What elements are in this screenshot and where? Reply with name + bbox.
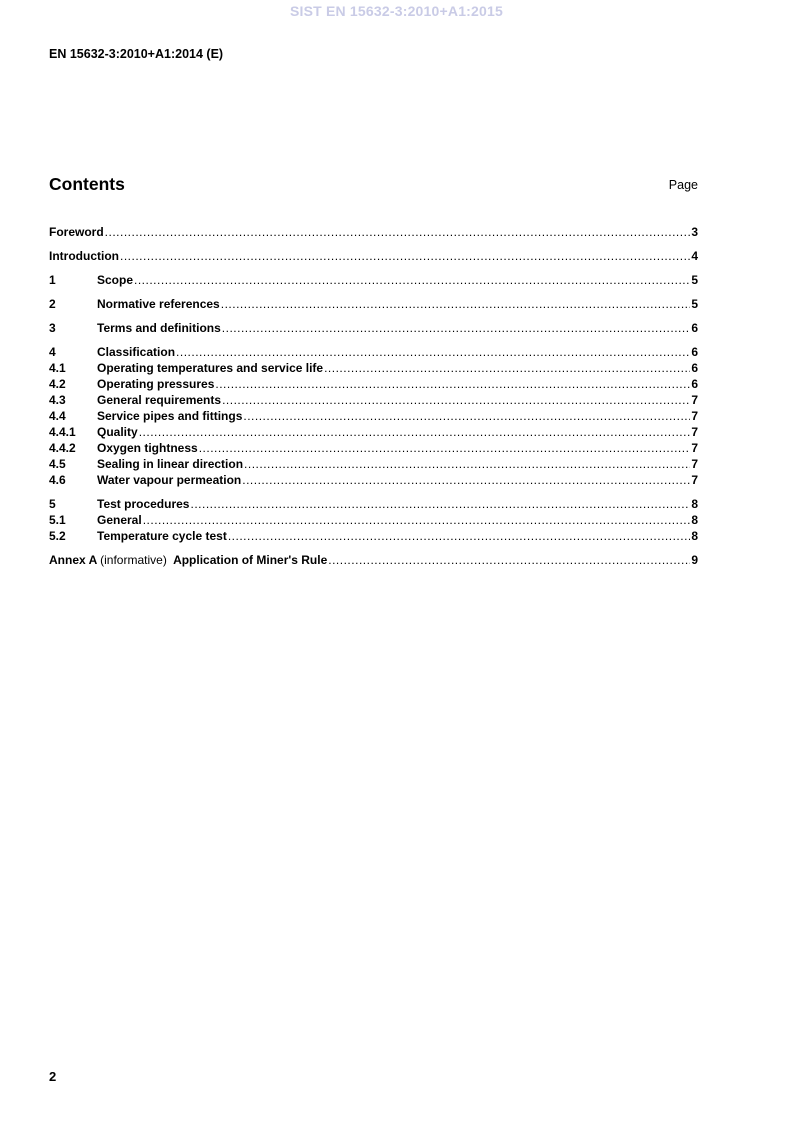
toc-entry-page: 7 <box>691 441 698 455</box>
toc-entry-page: 9 <box>691 553 698 567</box>
toc-entry-number: 5.1 <box>49 513 66 527</box>
toc-entry-title: Operating pressures <box>97 377 215 391</box>
dot-leader <box>328 552 690 568</box>
dot-leader <box>324 360 690 376</box>
dot-leader <box>176 344 690 360</box>
dot-leader <box>221 296 691 312</box>
contents-title: Contents <box>49 174 125 194</box>
toc-entry-number: 1 <box>49 273 56 287</box>
toc-entry-page: 6 <box>691 361 698 375</box>
toc-entry-page: 3 <box>691 225 698 239</box>
toc-entry-title: General <box>97 513 142 527</box>
toc-entry-title: General requirements <box>97 393 222 407</box>
dot-leader <box>105 224 691 240</box>
toc-entry-4[interactable] <box>49 344 698 360</box>
toc-entry-title: Foreword <box>49 225 104 239</box>
toc-entry-page: 6 <box>691 321 698 335</box>
toc-entry-title: Sealing in linear direction <box>97 457 244 471</box>
toc-entry-4-1[interactable] <box>49 360 698 376</box>
page-column-label: Page <box>668 178 698 192</box>
dot-leader <box>190 496 690 512</box>
toc-entry-1[interactable] <box>49 272 698 288</box>
annex-prefix: Annex A <box>49 553 97 567</box>
toc-entry-title: Service pipes and fittings <box>97 409 243 423</box>
toc-entry-annex-a[interactable] <box>49 552 698 568</box>
toc-entry-page: 5 <box>691 273 698 287</box>
toc-entry-number: 5.2 <box>49 529 66 543</box>
dot-leader <box>199 440 691 456</box>
toc-entry-introduction[interactable] <box>49 248 698 264</box>
toc-entry-page: 7 <box>691 457 698 471</box>
toc-entry-foreword[interactable] <box>49 224 698 240</box>
toc-entry-number: 4.1 <box>49 361 66 375</box>
toc-entry-title <box>49 552 327 568</box>
toc-entry-title: Terms and definitions <box>97 321 221 335</box>
toc-entry-number: 4.5 <box>49 457 66 471</box>
toc-entry-number: 3 <box>49 321 56 335</box>
toc-entry-page: 6 <box>691 345 698 359</box>
toc-entry-number: 5 <box>49 497 56 511</box>
toc-entry-2[interactable] <box>49 296 698 312</box>
toc-entry-number: 4.4.2 <box>49 441 76 455</box>
toc-entry-title: Introduction <box>49 249 119 263</box>
dot-leader <box>228 528 690 544</box>
toc-entry-4-6[interactable] <box>49 472 698 488</box>
toc-entry-title: Temperature cycle test <box>97 529 227 543</box>
dot-leader <box>244 456 690 472</box>
toc-entry-page: 6 <box>691 377 698 391</box>
toc-entry-4-2[interactable] <box>49 376 698 392</box>
page-number: 2 <box>49 1069 57 1084</box>
toc-entry-title: Oxygen tightness <box>97 441 198 455</box>
toc-entry-number: 4.2 <box>49 377 66 391</box>
toc-entry-5[interactable] <box>49 496 698 512</box>
toc-entry-4-4[interactable] <box>49 408 698 424</box>
toc-entry-page: 7 <box>691 425 698 439</box>
toc-entry-4-3[interactable] <box>49 392 698 408</box>
toc-entry-page: 8 <box>691 529 698 543</box>
toc-entry-title: Normative references <box>97 297 220 311</box>
toc-entry-number: 4.3 <box>49 393 66 407</box>
dot-leader <box>222 392 690 408</box>
annex-qualifier: (informative) <box>100 553 167 567</box>
toc-entry-title: Test procedures <box>97 497 190 511</box>
toc-entry-number: 4.4.1 <box>49 425 76 439</box>
toc-entry-page: 5 <box>691 297 698 311</box>
toc-entry-title: Scope <box>97 273 134 287</box>
toc-entry-page: 4 <box>691 249 698 263</box>
toc-entry-number: 2 <box>49 297 56 311</box>
toc-entry-4-4-2[interactable] <box>49 440 698 456</box>
toc-entry-5-1[interactable] <box>49 512 698 528</box>
annex-title: Application of Miner's Rule <box>173 553 328 567</box>
toc-entry-title: Classification <box>97 345 176 359</box>
table-of-contents <box>49 224 698 568</box>
toc-entry-4-5[interactable] <box>49 456 698 472</box>
toc-entry-page: 7 <box>691 409 698 423</box>
toc-entry-title: Operating temperatures and service life <box>97 361 324 375</box>
dot-leader <box>134 272 690 288</box>
dot-leader <box>243 408 690 424</box>
toc-entry-page: 8 <box>691 513 698 527</box>
dot-leader <box>222 320 691 336</box>
dot-leader <box>242 472 690 488</box>
toc-entry-5-2[interactable] <box>49 528 698 544</box>
toc-entry-title: Water vapour permeation <box>97 473 242 487</box>
toc-entry-number: 4.6 <box>49 473 66 487</box>
toc-entry-title: Quality <box>97 425 138 439</box>
toc-entry-page: 7 <box>691 393 698 407</box>
toc-entry-number: 4.4 <box>49 409 66 423</box>
toc-entry-page: 7 <box>691 473 698 487</box>
toc-entry-page: 8 <box>691 497 698 511</box>
watermark: SIST EN 15632-3:2010+A1:2015 <box>289 3 503 19</box>
document-id: EN 15632-3:2010+A1:2014 (E) <box>49 47 224 61</box>
toc-entry-3[interactable] <box>49 320 698 336</box>
toc-entry-4-4-1[interactable] <box>49 424 698 440</box>
dot-leader <box>143 512 691 528</box>
dot-leader <box>139 424 691 440</box>
dot-leader <box>120 248 690 264</box>
toc-entry-number: 4 <box>49 345 56 359</box>
dot-leader <box>215 376 690 392</box>
